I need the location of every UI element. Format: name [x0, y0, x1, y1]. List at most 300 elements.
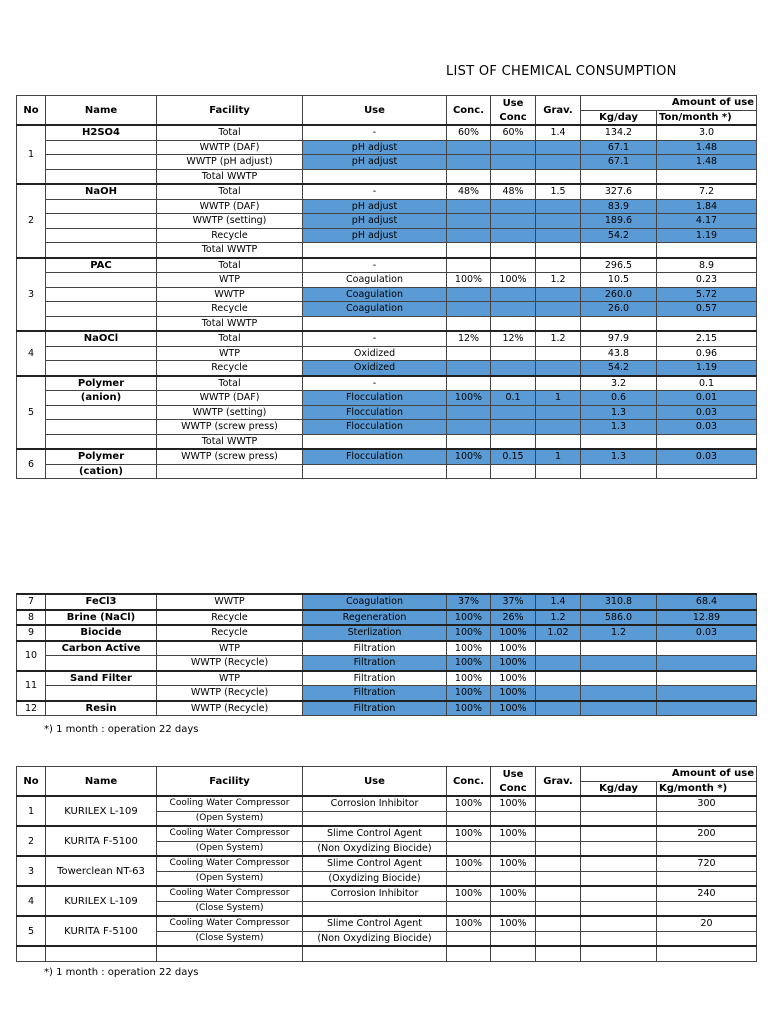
chemical-name: FeCl3: [46, 594, 157, 610]
use-conc-cell: [491, 901, 536, 916]
use-cell: pH adjust: [303, 155, 447, 170]
empty-cell: [536, 946, 581, 961]
facility-cell: WWTP (DAF): [157, 199, 303, 214]
facility-cell: (Open System): [157, 811, 303, 826]
conc-cell: [447, 361, 491, 376]
table-row: [17, 361, 757, 376]
ton-month-cell: 1.84: [657, 199, 757, 214]
chemical-table-1-cont: [16, 593, 732, 716]
facility-cell: Total: [157, 125, 303, 140]
conc-cell: [447, 287, 491, 302]
ton-month-cell: 4.17: [657, 214, 757, 229]
chemical-table-2: [16, 766, 754, 962]
conc-cell: [447, 155, 491, 170]
use-conc-cell: [491, 464, 536, 479]
chemical-name: [46, 302, 157, 317]
facility-cell: Cooling Water Compressor: [157, 886, 303, 901]
table-row: [17, 155, 757, 170]
kg-day-cell: 310.8: [581, 594, 657, 610]
grav-cell: [536, 856, 581, 871]
facility-cell: WWTP (DAF): [157, 140, 303, 155]
use-cell: Corrosion Inhibitor: [303, 886, 447, 901]
use-conc-cell: [491, 228, 536, 243]
kg-month-cell: 20: [657, 916, 757, 931]
conc-cell: [447, 931, 491, 946]
kg-day-cell: 97.9: [581, 331, 657, 346]
chemical-name: [46, 169, 157, 184]
ton-month-cell: 1.19: [657, 361, 757, 376]
conc-cell: [447, 316, 491, 331]
use-cell: Flocculation: [303, 420, 447, 435]
chemical-name: NaOH: [46, 184, 157, 199]
use-cell: [303, 243, 447, 258]
chemical-name: [46, 199, 157, 214]
chemical-name: [46, 140, 157, 155]
grav-cell: [536, 228, 581, 243]
chemical-name: [46, 361, 157, 376]
use-cell: pH adjust: [303, 199, 447, 214]
grav-cell: [536, 169, 581, 184]
ton-month-cell: 0.03: [657, 405, 757, 420]
use-conc-cell: [491, 405, 536, 420]
table-row: [17, 449, 757, 464]
conc-cell: 60%: [447, 125, 491, 140]
facility-cell: Total: [157, 331, 303, 346]
row-number: 9: [17, 625, 46, 641]
facility-cell: WWTP (screw press): [157, 420, 303, 435]
chemical-name: Biocide: [46, 625, 157, 641]
use-conc-cell: [491, 243, 536, 258]
grav-cell: [536, 464, 581, 479]
kg-day-cell: [581, 931, 657, 946]
conc-cell: 100%: [447, 686, 491, 701]
table-row: [17, 184, 757, 199]
empty-cell: [17, 946, 46, 961]
conc-cell: [447, 169, 491, 184]
table-row: [17, 856, 757, 871]
chemical-name: KURILEX L-109: [46, 886, 157, 916]
use-cell: Oxidized: [303, 346, 447, 361]
kg-day-cell: [581, 856, 657, 871]
table-row: [17, 287, 757, 302]
empty-cell: [46, 946, 157, 961]
kg-day-cell: 134.2: [581, 125, 657, 140]
kg-month-cell: [657, 811, 757, 826]
grav-cell: [536, 302, 581, 317]
grav-cell: [536, 258, 581, 273]
kg-day-cell: 3.2: [581, 376, 657, 391]
facility-cell: WTP: [157, 671, 303, 686]
use-cell: [303, 464, 447, 479]
footnote-1: *) 1 month : operation 22 days: [44, 724, 199, 735]
empty-cell: [157, 946, 303, 961]
grav-cell: 1.2: [536, 273, 581, 288]
use-conc-cell: [491, 302, 536, 317]
kg-day-cell: [581, 901, 657, 916]
kg-month-cell: [657, 901, 757, 916]
table-row-empty: [17, 946, 757, 961]
facility-cell: Total WWTP: [157, 434, 303, 449]
header-kg-month: Kg/month *): [657, 781, 757, 796]
facility-cell: (Close System): [157, 931, 303, 946]
grav-cell: 1: [536, 449, 581, 464]
use-conc-cell: [491, 140, 536, 155]
ton-month-cell: 0.01: [657, 391, 757, 406]
use-cell: Sterlization: [303, 625, 447, 641]
row-number: 6: [17, 449, 46, 479]
grav-cell: [536, 434, 581, 449]
conc-cell: 100%: [447, 641, 491, 656]
kg-day-cell: 67.1: [581, 140, 657, 155]
use-cell: Filtration: [303, 641, 447, 656]
use-conc-cell: [491, 420, 536, 435]
use-conc-cell: 60%: [491, 125, 536, 140]
use-cell: pH adjust: [303, 140, 447, 155]
table-row: [17, 686, 757, 701]
use-conc-cell: [491, 214, 536, 229]
facility-cell: Total WWTP: [157, 243, 303, 258]
grav-cell: [536, 901, 581, 916]
use-cell: Filtration: [303, 701, 447, 716]
table-row: [17, 916, 757, 931]
kg-month-cell: 240: [657, 886, 757, 901]
conc-cell: 100%: [447, 826, 491, 841]
grav-cell: [536, 155, 581, 170]
use-conc-cell: [491, 169, 536, 184]
ton-month-cell: [657, 434, 757, 449]
table-row: [17, 302, 757, 317]
kg-day-cell: [581, 811, 657, 826]
row-number: 4: [17, 331, 46, 376]
chemical-name: Polymer: [46, 449, 157, 464]
facility-cell: WWTP: [157, 287, 303, 302]
conc-cell: 100%: [447, 449, 491, 464]
chemical-name: KURITA F-5100: [46, 826, 157, 856]
facility-cell: Recycle: [157, 228, 303, 243]
ton-month-cell: 8.9: [657, 258, 757, 273]
table-row: [17, 391, 757, 406]
facility-cell: Cooling Water Compressor: [157, 826, 303, 841]
ton-month-cell: [657, 656, 757, 671]
kg-day-cell: [581, 169, 657, 184]
empty-cell: [491, 946, 536, 961]
ton-month-cell: [657, 464, 757, 479]
header-amount: Amount of use: [581, 767, 757, 782]
conc-cell: [447, 228, 491, 243]
ton-month-cell: 1.19: [657, 228, 757, 243]
conc-cell: [447, 464, 491, 479]
table-row: [17, 376, 757, 391]
row-number: 2: [17, 184, 46, 258]
kg-day-cell: [581, 686, 657, 701]
grav-cell: 1: [536, 391, 581, 406]
ton-month-cell: 0.96: [657, 346, 757, 361]
table-row: [17, 434, 757, 449]
chemical-name: Carbon Active: [46, 641, 157, 656]
ton-month-cell: 0.03: [657, 420, 757, 435]
chemical-name: [46, 214, 157, 229]
header-conc: Conc.: [447, 96, 491, 126]
chemical-name: [46, 287, 157, 302]
kg-day-cell: 189.6: [581, 214, 657, 229]
row-number: 11: [17, 671, 46, 701]
use-cell: -: [303, 125, 447, 140]
kg-day-cell: [581, 701, 657, 716]
kg-day-cell: 260.0: [581, 287, 657, 302]
conc-cell: 100%: [447, 916, 491, 931]
conc-cell: 12%: [447, 331, 491, 346]
empty-cell: [581, 946, 657, 961]
use-conc-cell: 100%: [491, 656, 536, 671]
use-cell: Filtration: [303, 671, 447, 686]
kg-day-cell: 54.2: [581, 228, 657, 243]
use-cell: -: [303, 258, 447, 273]
facility-cell: WWTP (Recycle): [157, 686, 303, 701]
use-conc-cell: [491, 361, 536, 376]
table-row: [17, 346, 757, 361]
conc-cell: [447, 434, 491, 449]
table-row: [17, 273, 757, 288]
use-conc-cell: 100%: [491, 625, 536, 641]
grav-cell: 1.2: [536, 331, 581, 346]
ton-month-cell: 0.23: [657, 273, 757, 288]
conc-cell: 100%: [447, 610, 491, 626]
use-conc-cell: 12%: [491, 331, 536, 346]
facility-cell: Recycle: [157, 302, 303, 317]
facility-cell: (Close System): [157, 901, 303, 916]
use-cell: (Non Oxydizing Biocide): [303, 841, 447, 856]
kg-day-cell: 1.2: [581, 625, 657, 641]
chemical-name: Brine (NaCl): [46, 610, 157, 626]
ton-month-cell: [657, 701, 757, 716]
use-conc-cell: [491, 287, 536, 302]
chemical-name: [46, 346, 157, 361]
ton-month-cell: [657, 169, 757, 184]
kg-day-cell: 1.3: [581, 449, 657, 464]
kg-day-cell: [581, 671, 657, 686]
conc-cell: 100%: [447, 625, 491, 641]
header-no: No: [17, 96, 46, 126]
facility-cell: [157, 464, 303, 479]
ton-month-cell: 12.89: [657, 610, 757, 626]
use-conc-cell: 37%: [491, 594, 536, 610]
kg-day-cell: 586.0: [581, 610, 657, 626]
conc-cell: [447, 841, 491, 856]
chemical-name: [46, 656, 157, 671]
use-cell: [303, 811, 447, 826]
chemical-name: [46, 155, 157, 170]
facility-cell: WTP: [157, 273, 303, 288]
chemical-name: [46, 434, 157, 449]
ton-month-cell: 0.03: [657, 625, 757, 641]
use-cell: (Non Oxydizing Biocide): [303, 931, 447, 946]
grav-cell: [536, 140, 581, 155]
kg-day-cell: [581, 886, 657, 901]
header-use: Use: [303, 96, 447, 126]
grav-cell: [536, 316, 581, 331]
kg-day-cell: [581, 916, 657, 931]
kg-day-cell: [581, 243, 657, 258]
chemical-name: NaOCl: [46, 331, 157, 346]
facility-cell: Total: [157, 184, 303, 199]
chemical-name: H2SO4: [46, 125, 157, 140]
use-conc-cell: [491, 811, 536, 826]
grav-cell: [536, 686, 581, 701]
grav-cell: [536, 405, 581, 420]
use-conc-cell: [491, 871, 536, 886]
use-conc-cell: 100%: [491, 273, 536, 288]
kg-day-cell: [581, 464, 657, 479]
table-row: [17, 214, 757, 229]
ton-month-cell: 1.48: [657, 155, 757, 170]
header-use-conc-2: Conc: [491, 110, 536, 125]
ton-month-cell: [657, 671, 757, 686]
footnote-2: *) 1 month : operation 22 days: [44, 967, 199, 978]
conc-cell: [447, 243, 491, 258]
use-conc-cell: [491, 155, 536, 170]
grav-cell: [536, 841, 581, 856]
use-conc-cell: 100%: [491, 686, 536, 701]
kg-day-cell: [581, 434, 657, 449]
conc-cell: [447, 871, 491, 886]
use-conc-cell: 26%: [491, 610, 536, 626]
table-row: [17, 464, 757, 479]
conc-cell: [447, 258, 491, 273]
grav-cell: [536, 199, 581, 214]
conc-cell: [447, 811, 491, 826]
header-use-conc-1: Use: [491, 767, 536, 782]
facility-cell: Cooling Water Compressor: [157, 916, 303, 931]
facility-cell: Total: [157, 258, 303, 273]
use-conc-cell: 100%: [491, 796, 536, 811]
use-cell: [303, 434, 447, 449]
table-row: [17, 331, 757, 346]
kg-month-cell: 200: [657, 826, 757, 841]
table-row: [17, 405, 757, 420]
chemical-name: [46, 405, 157, 420]
use-cell: Coagulation: [303, 273, 447, 288]
kg-day-cell: [581, 796, 657, 811]
ton-month-cell: 5.72: [657, 287, 757, 302]
table-row: [17, 641, 757, 656]
row-number: 2: [17, 826, 46, 856]
header-ton-month: Ton/month *): [657, 110, 757, 125]
chemical-table-1: [16, 95, 754, 479]
grav-cell: [536, 376, 581, 391]
use-cell: [303, 901, 447, 916]
grav-cell: [536, 811, 581, 826]
kg-day-cell: [581, 641, 657, 656]
header-facility: Facility: [157, 767, 303, 797]
header-name: Name: [46, 767, 157, 797]
use-cell: Filtration: [303, 656, 447, 671]
chemical-name: [46, 316, 157, 331]
kg-month-cell: 720: [657, 856, 757, 871]
use-cell: Flocculation: [303, 391, 447, 406]
ton-month-cell: [657, 243, 757, 258]
header-facility: Facility: [157, 96, 303, 126]
use-conc-cell: 100%: [491, 671, 536, 686]
ton-month-cell: 2.15: [657, 331, 757, 346]
use-conc-cell: [491, 376, 536, 391]
header-kg-day: Kg/day: [581, 781, 657, 796]
kg-day-cell: 43.8: [581, 346, 657, 361]
use-cell: Slime Control Agent: [303, 856, 447, 871]
grav-cell: 1.4: [536, 125, 581, 140]
row-number: 4: [17, 886, 46, 916]
grav-cell: [536, 886, 581, 901]
empty-cell: [657, 946, 757, 961]
use-cell: pH adjust: [303, 214, 447, 229]
conc-cell: [447, 214, 491, 229]
kg-day-cell: 327.6: [581, 184, 657, 199]
table-row: [17, 169, 757, 184]
kg-month-cell: [657, 841, 757, 856]
chemical-name: KURITA F-5100: [46, 916, 157, 946]
use-conc-cell: [491, 346, 536, 361]
use-cell: Filtration: [303, 686, 447, 701]
use-cell: -: [303, 376, 447, 391]
table-row: [17, 316, 757, 331]
facility-cell: WTP: [157, 346, 303, 361]
use-cell: Regeneration: [303, 610, 447, 626]
use-cell: (Oxydizing Biocide): [303, 871, 447, 886]
header-grav: Grav.: [536, 767, 581, 797]
grav-cell: [536, 420, 581, 435]
facility-cell: Total: [157, 376, 303, 391]
kg-month-cell: 300: [657, 796, 757, 811]
kg-day-cell: 26.0: [581, 302, 657, 317]
use-conc-cell: 100%: [491, 641, 536, 656]
use-cell: [303, 316, 447, 331]
kg-day-cell: 67.1: [581, 155, 657, 170]
table-row: [17, 701, 757, 716]
grav-cell: 1.2: [536, 610, 581, 626]
grav-cell: [536, 346, 581, 361]
page-title: LIST OF CHEMICAL CONSUMPTION: [446, 64, 677, 79]
empty-cell: [447, 946, 491, 961]
kg-day-cell: [581, 656, 657, 671]
grav-cell: [536, 243, 581, 258]
row-number: 5: [17, 916, 46, 946]
use-conc-cell: [491, 434, 536, 449]
header-use: Use: [303, 767, 447, 797]
facility-cell: WTP: [157, 641, 303, 656]
row-number: 3: [17, 856, 46, 886]
table-row: [17, 243, 757, 258]
grav-cell: [536, 671, 581, 686]
conc-cell: 48%: [447, 184, 491, 199]
grav-cell: 1.4: [536, 594, 581, 610]
facility-cell: Recycle: [157, 610, 303, 626]
kg-day-cell: [581, 871, 657, 886]
chemical-name: [46, 686, 157, 701]
use-conc-cell: [491, 258, 536, 273]
kg-month-cell: [657, 931, 757, 946]
use-cell: -: [303, 331, 447, 346]
table-row: [17, 656, 757, 671]
facility-cell: Cooling Water Compressor: [157, 856, 303, 871]
chemical-name: Sand Filter: [46, 671, 157, 686]
conc-cell: [447, 302, 491, 317]
chemical-name: KURILEX L-109: [46, 796, 157, 826]
use-cell: Coagulation: [303, 287, 447, 302]
use-cell: Flocculation: [303, 449, 447, 464]
use-cell: Oxidized: [303, 361, 447, 376]
facility-cell: Recycle: [157, 361, 303, 376]
conc-cell: [447, 405, 491, 420]
conc-cell: [447, 140, 491, 155]
